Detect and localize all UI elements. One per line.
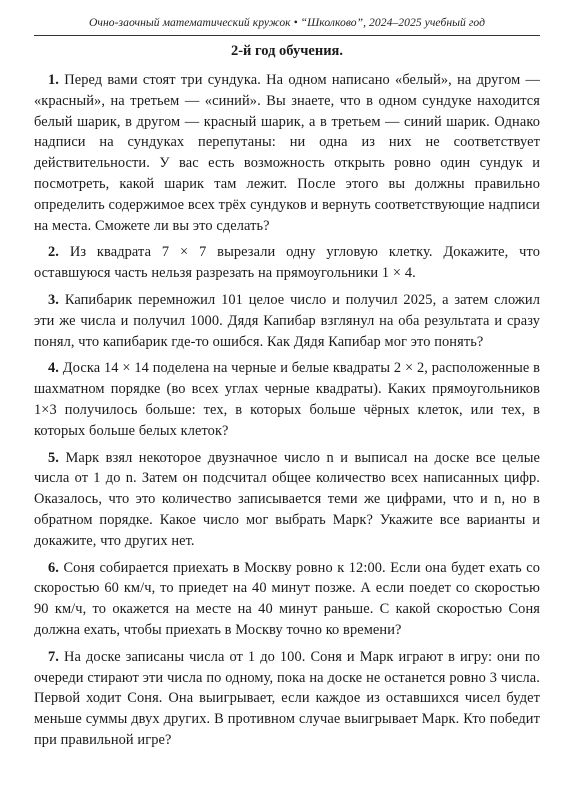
problem-text: Капибарик перемножил 101 целое число и получил 2025, а затем сложил эти же числа и получил 1000. Дядя Капибар взглянул на оба результата и сразу понял, что капибарик где-то ошибся. Как Дядя Капибар мог это понять?	[34, 291, 540, 350]
problem-number: 6.	[48, 559, 59, 576]
problem-number: 7.	[48, 648, 59, 665]
problem-number: 4.	[48, 360, 59, 377]
problem-number: 5.	[48, 449, 59, 466]
problem-text: Перед вами стоят три сундука. На одном написано «белый», на другом — «красный», на третьем — «синий». Вы знаете, что в одном сундуке находится белый шарик, в другом — красный шарик, а в третьем — синий шарик. Однако надписи на сундуках перепутаны: ни одна из них не соответствует действительности. У вас есть возможность открыть ровно один сундук и посмотреть, какой шарик там лежит. После этого вы должны правильно определить содержимое всех трёх сундуков и вернуть соответствующие надписи на места. Сможете ли вы это сделать?	[34, 72, 540, 234]
page-title: 2-й год обучения.	[230, 43, 344, 59]
problem-text: Доска 14 × 14 поделена на черные и белые квадраты 2 × 2, расположенные в шахматном порядке (во всех углах черные квадраты). Каких прямоугольников 1×3 получилось больше: тех, в которых больше чёрных клеток, или тех, в которых больше белых клеток?	[34, 360, 540, 439]
running-header: Очно-заочный математический кружок • “Школково”, 2024–2025 учебный год	[88, 16, 485, 29]
problem-4	[34, 358, 540, 441]
problem-text: Марк взял некоторое двузначное число n и выписал на доске все целые числа от 1 до n. Затем он подсчитал общее количество всех написанных цифр. Оказалось, что это количество записывается теми же цифрами, что и n, но в обратном порядке. Какое число мог выбрать Марк? Укажите все варианты и докажите, что других нет.	[34, 449, 540, 549]
header-rule	[34, 35, 540, 36]
problem-3	[34, 290, 540, 352]
problem-6	[34, 558, 540, 641]
problem-list	[34, 70, 540, 757]
problem-5	[34, 448, 540, 552]
document-page	[34, 0, 540, 800]
problem-number: 3.	[48, 291, 59, 308]
problem-1	[34, 70, 540, 236]
problem-text: Соня собирается приехать в Москву ровно к 12:00. Если она будет ехать со скоростью 60 км/ч, то приедет на 40 минут позже. А если поедет со скоростью 90 км/ч, то окажется на месте на 40 минут раньше. С какой скоростью Соня должна ехать, чтобы приехать в Москву точно ко времени?	[34, 559, 540, 638]
problem-text: На доске записаны числа от 1 до 100. Соня и Марк играют в игру: они по очереди стирают эти числа по одному, пока на доске не останется ровно 3 числа. Первой ходит Соня. Она выигрывает, если каждое из оставшихся чисел будет меньше суммы двух других. В противном случае выигрывает Марк. Кто победит при правильной игре?	[34, 648, 540, 748]
problem-number: 2.	[48, 244, 59, 261]
problem-number: 1.	[48, 72, 59, 88]
problem-text: Из квадрата 7 × 7 вырезали одну угловую клетку. Докажите, что оставшуюся часть нельзя разрезать на прямоугольники 1 × 4.	[34, 244, 540, 282]
problem-2	[34, 242, 540, 284]
problem-7	[34, 647, 540, 751]
